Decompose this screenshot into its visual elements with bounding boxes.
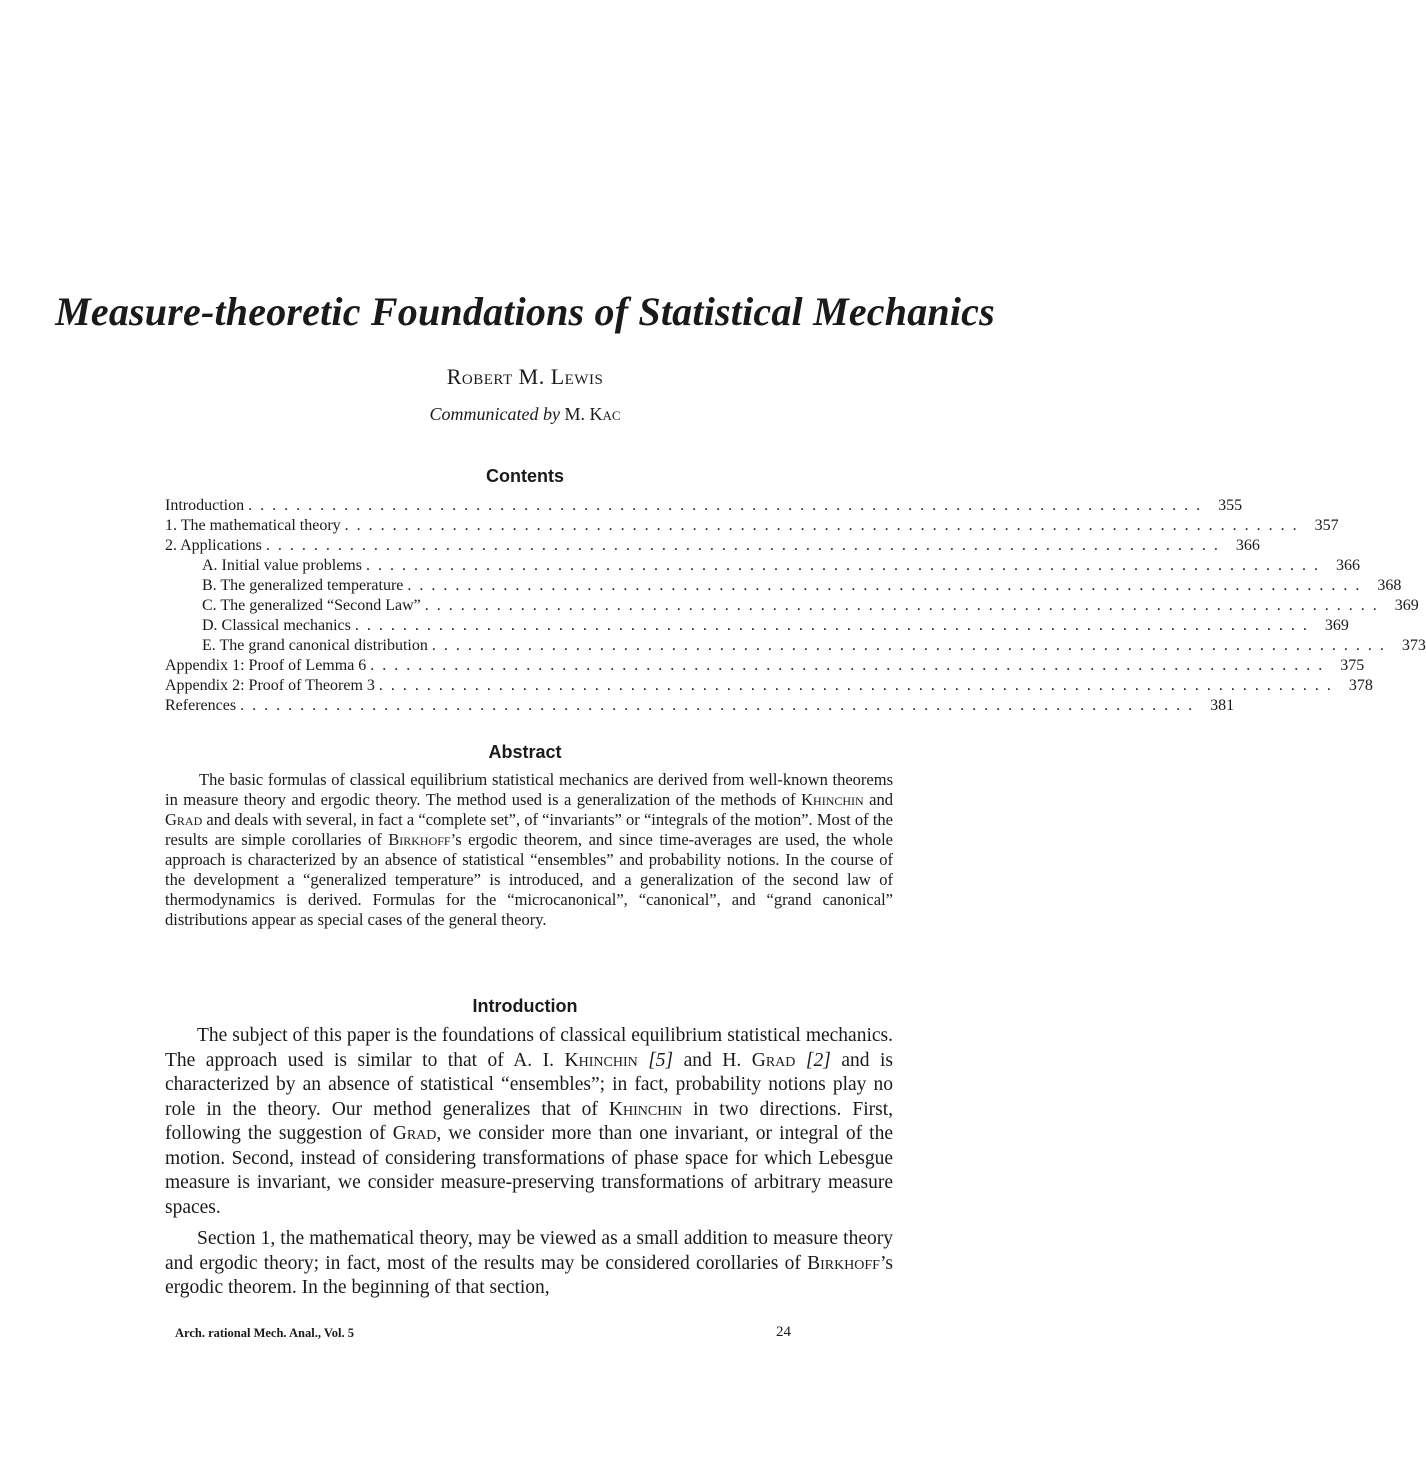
introduction-heading: Introduction bbox=[472, 996, 578, 1016]
toc-entry-label: Appendix 2: Proof of Theorem 3 bbox=[165, 677, 375, 694]
toc-dot-leader: ................................................................................ bbox=[240, 697, 1201, 714]
toc-dot-leader: ................................................................................ bbox=[354, 617, 1315, 634]
toc-entry-label: B. The generalized temperature bbox=[202, 577, 404, 594]
toc-entry bbox=[165, 576, 1402, 596]
toc-dot-leader: ................................................................................ bbox=[407, 577, 1368, 594]
toc-dot-leader: ................................................................................ bbox=[431, 637, 1392, 654]
toc-entry-page: 375 bbox=[1340, 657, 1365, 674]
toc-entry bbox=[165, 496, 1243, 516]
intro-text: in two directions. First, following the suggestion of bbox=[165, 1098, 893, 1144]
abstract-text: and deals with several, in fact a “complete set”, of “invariants” or “integrals of the motion”. Most of the results are simple corollaries of bbox=[165, 810, 893, 849]
toc-entry-page: 366 bbox=[1235, 537, 1260, 554]
introduction-body bbox=[165, 1024, 893, 1308]
toc-entry bbox=[165, 596, 1419, 616]
journal-footer: Arch. rational Mech. Anal., Vol. 5 bbox=[175, 1326, 354, 1340]
abstract-paragraph bbox=[165, 770, 893, 930]
abstract-text: The basic formulas of classical equilibrium statistical mechanics are derived from well-known theorems in measure theory and ergodic theory. The method used is a generalization of the methods of bbox=[165, 770, 893, 809]
toc-entry-label: References bbox=[165, 697, 237, 714]
citation-5: [5] bbox=[648, 1049, 674, 1071]
signature-number: 24 bbox=[776, 1324, 791, 1340]
intro-paragraph-1 bbox=[165, 1024, 893, 1220]
citation-2: [2] bbox=[805, 1049, 831, 1071]
toc-entry-page: 355 bbox=[1218, 497, 1243, 514]
author-ref-khinchin: Khinchin bbox=[608, 1098, 683, 1120]
communicator-name: M. Kac bbox=[564, 404, 621, 424]
intro-text: The subject of this paper is the foundations of classical equilibrium statistical mechanics. The approach used is similar to that of A. I. bbox=[165, 1025, 893, 1071]
toc-dot-leader: ................................................................................ bbox=[370, 657, 1331, 674]
toc-entry-page: 381 bbox=[1210, 697, 1235, 714]
toc-dot-leader: ................................................................................ bbox=[248, 497, 1209, 514]
toc-entry-label: C. The generalized “Second Law” bbox=[202, 597, 421, 614]
author-name: Robert M. Lewis bbox=[446, 364, 604, 389]
toc-dot-leader: ................................................................................ bbox=[424, 597, 1385, 614]
table-of-contents bbox=[165, 496, 1426, 716]
toc-entry-page: 378 bbox=[1348, 677, 1373, 694]
toc-entry bbox=[165, 636, 1426, 656]
toc-entry-page: 366 bbox=[1335, 557, 1360, 574]
author-ref-khinchin: Khinchin bbox=[564, 1049, 638, 1071]
intro-text: ’s ergodic theorem. In the beginning of that section, bbox=[165, 1252, 893, 1298]
toc-entry bbox=[165, 556, 1360, 576]
toc-entry-label: 2. Applications bbox=[165, 537, 262, 554]
abstract-text: and bbox=[863, 790, 893, 809]
intro-text: , we consider more than one invariant, or integral of the motion. Second, instead of considering transformations of phase space for which Lebesgue measure is invariant, we consider measure-preserving transformations of arbitrary measure spaces. bbox=[165, 1123, 893, 1218]
author-ref-khinchin: Khinchin bbox=[801, 790, 864, 809]
toc-entry bbox=[165, 656, 1365, 676]
toc-entry bbox=[165, 616, 1349, 636]
abstract-text: ’s ergodic theorem, and since time-averages are used, the whole approach is characterized by an absence of statistical “ensembles” and probability notions. In the course of the development a “generalized temperature” is introduced, and a generalization of the second law of thermodynamics is derived. Formulas for the “microcanonical”, “canonical”, and “grand canonical” distributions appear as special cases of the general theory. bbox=[165, 830, 893, 929]
author-ref-grad: Grad bbox=[751, 1049, 796, 1071]
toc-dot-leader: ................................................................................ bbox=[365, 557, 1326, 574]
toc-entry-label: Appendix 1: Proof of Lemma 6 bbox=[165, 657, 367, 674]
toc-entry-page: 368 bbox=[1377, 577, 1402, 594]
toc-entry-label: A. Initial value problems bbox=[202, 557, 362, 574]
author-ref-birkhoff: Birkhoff bbox=[388, 830, 451, 849]
toc-entry-page: 369 bbox=[1324, 617, 1349, 634]
toc-entry-page: 357 bbox=[1314, 517, 1339, 534]
communicated-line bbox=[0, 404, 1050, 425]
abstract-heading: Abstract bbox=[488, 742, 562, 762]
toc-entry-label: E. The grand canonical distribution bbox=[202, 637, 428, 654]
toc-entry-page: 373 bbox=[1401, 637, 1426, 654]
toc-entry bbox=[165, 696, 1235, 716]
toc-entry-label: Introduction bbox=[165, 497, 245, 514]
toc-entry-label: 1. The mathematical theory bbox=[165, 517, 341, 534]
toc-dot-leader: ................................................................................ bbox=[378, 677, 1339, 694]
toc-entry-label: D. Classical mechanics bbox=[202, 617, 351, 634]
author-ref-grad: Grad bbox=[165, 810, 203, 829]
toc-entry-page: 369 bbox=[1394, 597, 1419, 614]
intro-paragraph-2 bbox=[165, 1227, 893, 1301]
intro-text: Section 1, the mathematical theory, may be viewed as a small addition to measure theory and ergodic theory; in fact, most of the results may be considered corollaries of bbox=[165, 1228, 893, 1274]
contents-heading: Contents bbox=[486, 466, 564, 486]
toc-dot-leader: ................................................................................ bbox=[265, 537, 1226, 554]
intro-text: and is characterized by an absence of statistical “ensembles”; in fact, probability notions play no role in the theory. Our method generalizes that of bbox=[165, 1049, 893, 1120]
toc-dot-leader: ................................................................................ bbox=[344, 517, 1305, 534]
author-ref-birkhoff: Birkhoff bbox=[807, 1252, 880, 1274]
intro-text: and H. bbox=[673, 1049, 752, 1071]
abstract-body bbox=[165, 770, 893, 930]
author-ref-grad: Grad bbox=[392, 1123, 437, 1144]
paper-title: Measure-theoretic Foundations of Statistical Mechanics bbox=[55, 289, 995, 334]
toc-entry bbox=[165, 516, 1339, 536]
toc-entry bbox=[165, 536, 1260, 556]
toc-entry bbox=[165, 676, 1373, 696]
communicated-prefix: Communicated by bbox=[429, 404, 560, 424]
